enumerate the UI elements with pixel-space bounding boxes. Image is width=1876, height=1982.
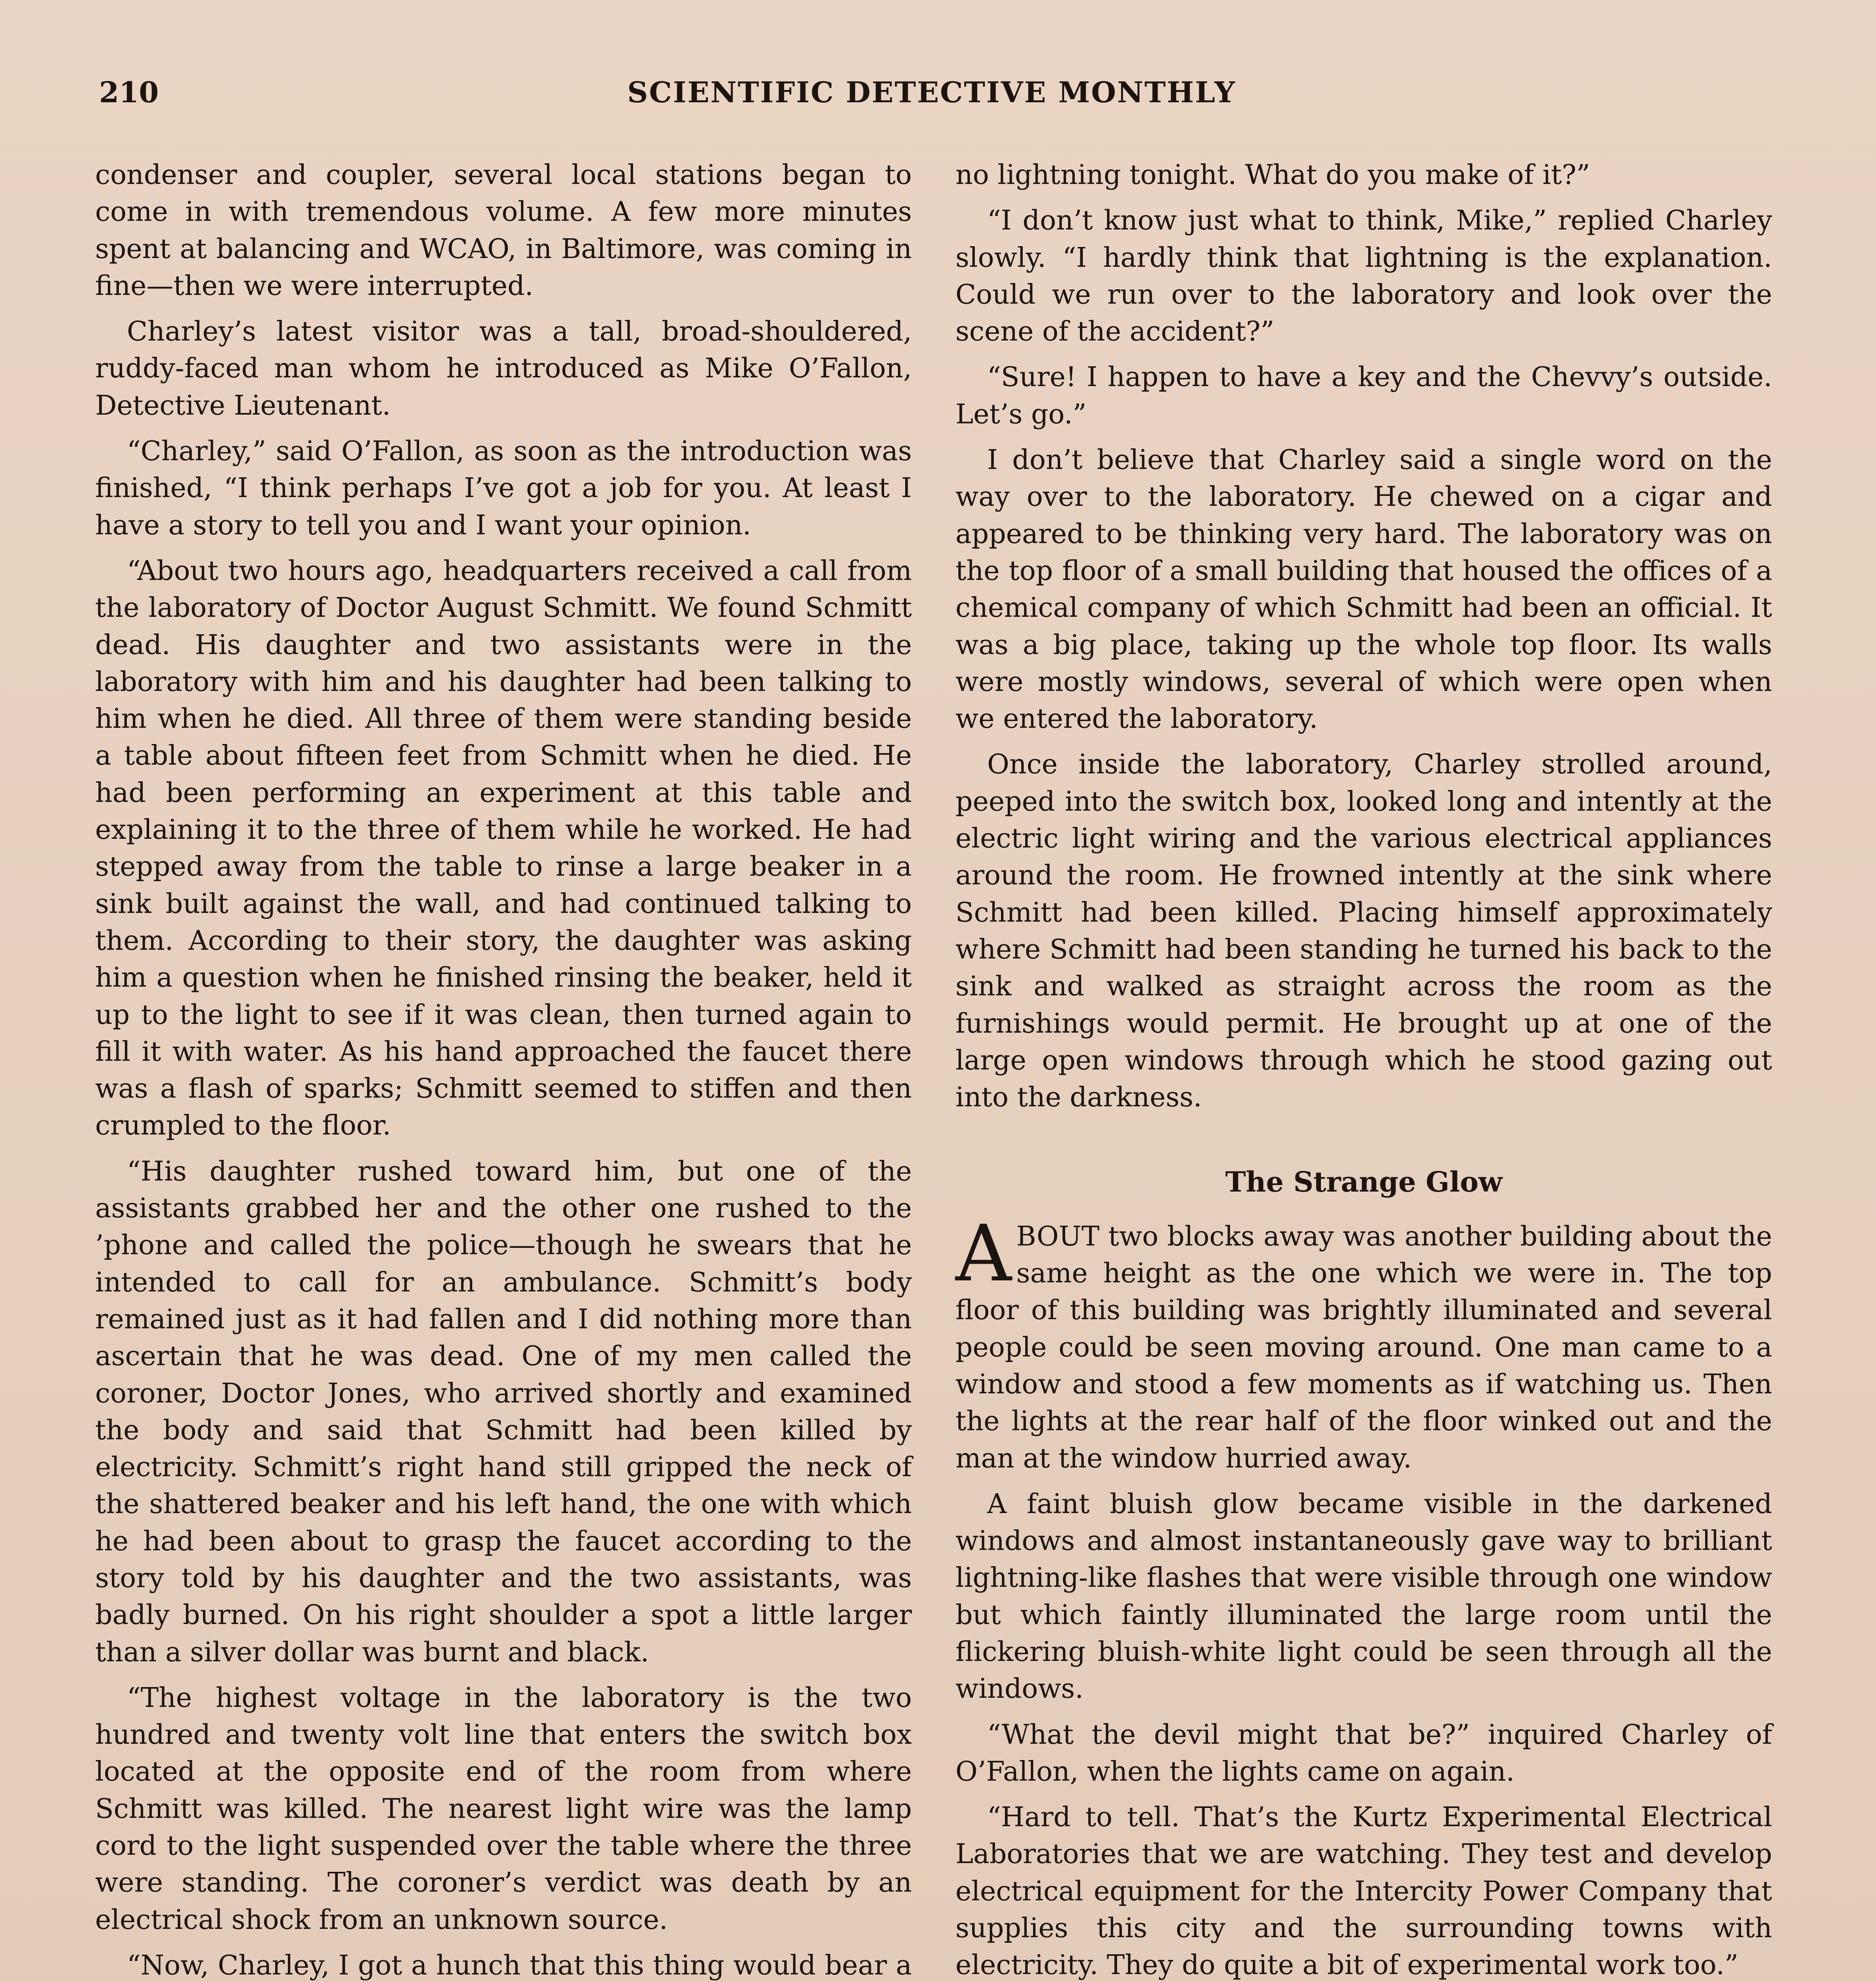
paragraph: “What the devil might that be?” inquired Charley of O’Fallon, when the lights came on again. bbox=[955, 1719, 1772, 1787]
paragraph: “About two hours ago, headquarters received a call from the laboratory of Doctor August Schmitt. We found Schmitt dead. His daughter and two assistants were in the laboratory with him and his daughter had been talking to him when he died. All three of them were standing beside a table about fifteen feet from Schmitt when he died. He had been performing an experiment at this table and explaining it to the three of them while he worked. He had stepped away from the table to rinse a large beaker in a sink built against the wall, and had continued talking to them. According to their story, the daughter was asking him a question when he finished rinsing the beaker, held it up to the light to see if it was clean, then turned again to fill it with water. As his hand approached the faucet there was a flash of sparks; Schmitt seemed to stiffen and then crumpled to the floor. bbox=[95, 555, 912, 1142]
page-header bbox=[87, 75, 1776, 131]
paragraph: I don’t believe that Charley said a single word on the way over to the laboratory. He chewed on a cigar and appeared to be thinking very hard. The laboratory was on the top floor of a small building that housed the offices of a chemical company of which Schmitt had been an official. It was a big place, taking up the whole top floor. Its walls were mostly windows, several of which were open when we entered the laboratory. bbox=[955, 444, 1772, 735]
paragraph: “Sure! I happen to have a key and the Chevvy’s outside. Let’s go.” bbox=[955, 362, 1772, 430]
running-title: SCIENTIFIC DETECTIVE MONTHLY bbox=[627, 75, 1236, 109]
paragraph: Charley’s latest visitor was a tall, broad-shouldered, ruddy-faced man whom he introduced as Mike O’Fallon, Detective Lieutenant. bbox=[95, 316, 912, 421]
page-number: 210 bbox=[99, 75, 159, 109]
paragraph: “His daughter rushed toward him, but one of the assistants grabbed her and the other one rushed to the ’phone and called the police—though he swears that he intended to call for an ambulance. Schmitt’s body remained just as it had fallen and I did nothing more than ascertain that he was dead. One of my men called the coroner, Doctor Jones, who arrived shortly and examined the body and said that Schmitt had been killed by electricity. Schmitt’s right hand still gripped the neck of the shattered beaker and his left hand, the one with which he had been about to grasp the faucet according to the story told by his daughter and the two assistants, was badly burned. On his right shoulder a spot a little larger than a silver dollar was burnt and black. bbox=[95, 1156, 912, 1668]
drop-cap: A bbox=[955, 1208, 1012, 1299]
paragraph: Once inside the laboratory, Charley strolled around, peeped into the switch box, looked long and intently at the electric light wiring and the various electrical appliances around the room. He frowned intently at the sink where Schmitt had been killed. Placing himself approximately where Schmitt had been standing he turned his back to the sink and walked as straight across the room as the furnishings would permit. He brought up at one of the large open windows through which he stood gazing out into the darkness. bbox=[955, 749, 1772, 1113]
left-column bbox=[95, 157, 912, 1982]
paragraph: “I don’t know just what to think, Mike,” replied Charley slowly. “I hardly think that lightning is the explanation. Could we run over to the laboratory and look over the scene of the accident?” bbox=[955, 205, 1772, 348]
dropcap-paragraph-text: BOUT two blocks away was another building about the same height as the one which we were in. The top floor of this building was brightly illuminated and several people could be seen moving around. One man came to a window and stood a few moments as if watching us. Then the lights at the rear half of the floor winked out and the man at the window hurried away. bbox=[955, 1221, 1772, 1474]
paragraph: condenser and coupler, several local stations began to come in with tremendous volume. A few more minutes spent at balancing and WCAO, in Baltimore, was coming in fine—then we were interrupted. bbox=[95, 159, 912, 302]
dropcap-paragraph bbox=[955, 1208, 1772, 1477]
paragraph: “The highest voltage in the laboratory is the two hundred and twenty volt line that enters the switch box located at the opposite end of the room from where Schmitt was killed. The nearest light wire was the lamp cord to the light suspended over the table where the three were standing. The coroner’s verdict was death by an electrical shock from an unknown source. bbox=[95, 1682, 912, 1936]
paragraph: “Now, Charley, I got a hunch that this thing would bear a bbox=[127, 1949, 912, 1981]
paragraph: “Hard to tell. That’s the Kurtz Experimental Electrical Laboratories that we are watching. They test and develop electrical equipment for the Intercity Power Company that supplies this city and the surrounding towns with electricity. They do quite a bit of experimental work too.” bbox=[955, 1802, 1772, 1981]
paragraph: A faint bluish glow became visible in the darkened windows and almost instantaneously gave way to brilliant lightning-like flashes that were visible through one window but which faintly illuminated the large room until the flickering bluish-white light could be seen through all the windows. bbox=[955, 1488, 1772, 1705]
section-heading: The Strange Glow bbox=[1225, 1165, 1503, 1199]
paragraph: no lightning tonight. What do you make of it?” bbox=[955, 159, 1590, 191]
right-column bbox=[955, 157, 1772, 1982]
paragraph: “Charley,” said O’Fallon, as soon as the introduction was finished, “I think perhaps I’ve got a job for you. At least I have a story to tell you and I want your opinion. bbox=[95, 436, 912, 541]
